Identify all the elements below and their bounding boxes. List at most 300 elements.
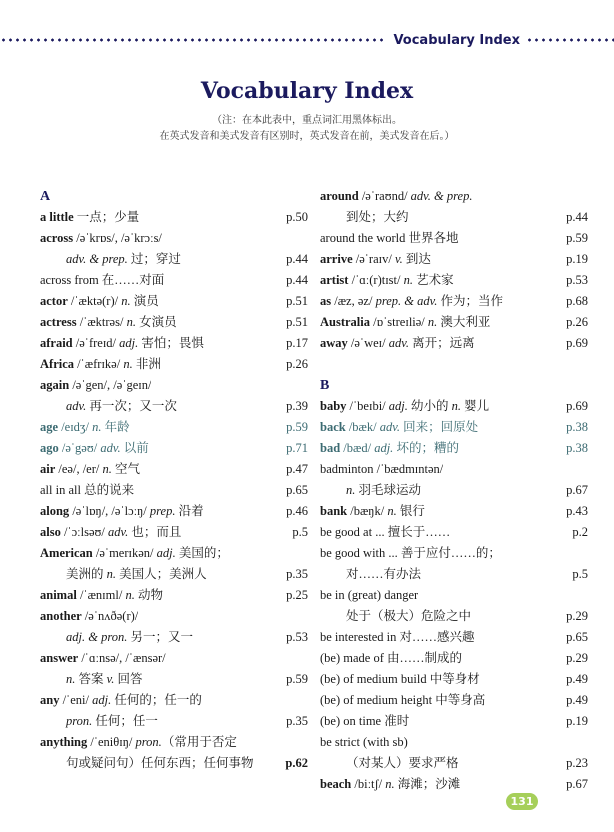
page-reference — [584, 732, 588, 753]
entry-phrase: be in (great) danger — [320, 588, 419, 602]
entry-text — [40, 417, 130, 438]
page-reference: p.35 — [286, 714, 308, 728]
entry-detail: /eɪdʒ/ — [58, 420, 93, 434]
page-reference — [304, 690, 308, 711]
entry-detail: 答案 — [75, 672, 107, 686]
entry-detail: 一点；少量 — [73, 210, 140, 224]
entry-meaning: 动物 — [134, 588, 163, 602]
part-of-speech: adj. & pron. — [66, 630, 128, 644]
part-of-speech: v. — [106, 672, 115, 686]
page-reference: p.5 — [572, 567, 588, 581]
page-reference: p.43 — [566, 504, 588, 518]
index-entry — [320, 711, 588, 732]
index-entry — [320, 459, 588, 480]
page-reference — [584, 186, 588, 207]
page-reference: p.39 — [286, 399, 308, 413]
headword: Africa — [40, 357, 75, 371]
index-entry — [40, 270, 308, 291]
index-entry — [40, 438, 308, 459]
headword: around — [320, 189, 359, 203]
entry-meaning: 害怕；畏惧 — [138, 336, 204, 350]
page-reference: p.67 — [566, 483, 588, 497]
entry-text — [320, 270, 454, 291]
index-entry — [320, 207, 588, 228]
index-entry — [40, 480, 308, 501]
page-reference: p.62 — [285, 756, 308, 770]
entry-text — [40, 648, 166, 669]
page-reference: p.44 — [286, 273, 308, 287]
entry-list-a-left — [40, 207, 308, 774]
page-reference: p.23 — [566, 756, 588, 770]
part-of-speech: n. — [123, 357, 133, 371]
index-entry — [40, 690, 308, 711]
index-entry — [40, 564, 308, 585]
entry-meaning: 离开；远离 — [409, 336, 475, 350]
page-reference: p.47 — [286, 462, 308, 476]
index-entry — [320, 396, 588, 417]
index-entry — [40, 648, 308, 669]
entry-detail: /bæk/ — [345, 420, 380, 434]
entry-detail: /əˈgen/, /əˈgeɪn/ — [69, 378, 152, 392]
part-of-speech: adv. — [379, 420, 400, 434]
index-entry — [40, 396, 308, 417]
headword: again — [40, 378, 70, 392]
entry-text — [40, 249, 181, 270]
page-reference: p.46 — [286, 504, 308, 518]
index-entry — [320, 669, 588, 690]
headword: bad — [320, 441, 341, 455]
entry-phrase: around the world 世界各地 — [320, 231, 459, 245]
entry-text — [320, 522, 450, 543]
entry-text — [320, 564, 421, 585]
entry-text — [320, 753, 459, 774]
index-entry — [320, 606, 588, 627]
headword: animal — [40, 588, 77, 602]
entry-list-a-right — [320, 186, 588, 354]
entry-detail: /ɒˈstreɪliə/ — [370, 315, 428, 329]
part-of-speech: adv. — [66, 399, 87, 413]
headword: ago — [40, 441, 59, 455]
page-reference: p.29 — [566, 609, 588, 623]
entry-detail: /bæd/ — [340, 441, 375, 455]
index-entry — [40, 501, 308, 522]
running-title: Vocabulary Index — [393, 32, 520, 48]
entry-text — [320, 249, 431, 270]
index-entry — [320, 417, 588, 438]
entry-meaning: 幼小的 — [407, 399, 452, 413]
page-reference — [584, 585, 588, 606]
section-letter-b: B — [320, 378, 330, 393]
page-reference: p.17 — [286, 336, 308, 350]
part-of-speech: n. — [92, 420, 102, 434]
headword: also — [40, 525, 61, 539]
entry-meaning: 作为；当作 — [437, 294, 503, 308]
index-entry — [40, 522, 308, 543]
entry-meaning: 艺术家 — [412, 273, 454, 287]
section-letter-a: A — [40, 189, 51, 204]
entry-text — [40, 753, 254, 774]
entry-text — [40, 480, 134, 501]
entry-text — [320, 291, 503, 312]
page-reference: p.44 — [286, 252, 308, 266]
entry-detail: 另一；又一 — [127, 630, 193, 644]
entry-text — [40, 459, 140, 480]
page-reference: p.69 — [566, 336, 588, 350]
headword: afraid — [40, 336, 73, 350]
dotted-rule — [526, 38, 614, 42]
entry-detail: /bæŋk/ — [347, 504, 388, 518]
headword: bank — [320, 504, 348, 518]
entry-meaning: 女演员 — [135, 315, 177, 329]
entry-detail: /ˈbeɪbi/ — [346, 399, 389, 413]
headword: anything — [40, 735, 88, 749]
page-reference: p.19 — [566, 252, 588, 266]
index-entry — [40, 711, 308, 732]
entry-meaning: 美国人；美洲人 — [116, 567, 207, 581]
entry-detail: 再一次；又一次 — [86, 399, 177, 413]
headword: any — [40, 693, 60, 707]
note-line-2: 在英式发音和美式发音有区别时，英式发音在前，美式发音在后。） — [159, 131, 455, 142]
index-entry — [320, 186, 588, 207]
entry-detail: /æz, əz/ — [331, 294, 376, 308]
entry-phrase: be strict (with sb) — [320, 735, 408, 749]
entry-detail: /əˈraʊnd/ — [358, 189, 411, 203]
entry-text — [320, 732, 408, 753]
index-entry — [320, 480, 588, 501]
entry-detail: /əˈgəʊ/ — [58, 441, 101, 455]
index-entry — [320, 732, 588, 753]
entry-detail: /ˈænɪml/ — [76, 588, 126, 602]
index-entry — [320, 690, 588, 711]
part-of-speech: adj. — [119, 336, 139, 350]
index-entry — [40, 333, 308, 354]
page-reference: p.26 — [566, 315, 588, 329]
page-reference: p.67 — [566, 777, 588, 791]
index-entry — [320, 774, 588, 795]
entry-phrase: be good with ... 善于应付……的； — [320, 546, 501, 560]
dotted-rule — [0, 38, 387, 42]
entry-detail: /ˈæfrɪkə/ — [74, 357, 124, 371]
right-column — [320, 186, 588, 795]
entry-meaning: 银行 — [396, 504, 425, 518]
entry-phrase: (be) of medium build 中等身材 — [320, 672, 480, 686]
page-reference: p.49 — [566, 672, 588, 686]
entry-meaning: 美国的； — [175, 546, 229, 560]
headword: across — [40, 231, 74, 245]
entry-phrase: be good at ... 擅长于…… — [320, 525, 451, 539]
entry-detail: /əˈraɪv/ — [352, 252, 395, 266]
index-entry — [40, 249, 308, 270]
part-of-speech: pron. — [66, 714, 93, 728]
headword: actor — [40, 294, 68, 308]
page-reference: p.5 — [292, 525, 308, 539]
index-entry — [40, 753, 308, 774]
entry-detail: /əˈmerɪkən/ — [92, 546, 157, 560]
entry-text — [320, 648, 462, 669]
part-of-speech: n. — [403, 273, 413, 287]
entry-text — [320, 627, 475, 648]
page-reference: p.65 — [566, 630, 588, 644]
page-reference: p.26 — [286, 357, 308, 371]
entry-text — [40, 354, 161, 375]
part-of-speech: prep. & adv. — [375, 294, 438, 308]
entry-detail: 过；穿过 — [127, 252, 181, 266]
part-of-speech: pron. — [135, 735, 162, 749]
entry-meaning: 演员 — [130, 294, 159, 308]
entry-phrase: across from 在……对面 — [40, 273, 165, 287]
page-title: Vocabulary Index — [200, 78, 414, 104]
entry-phrase: be interested in 对……感兴趣 — [320, 630, 475, 644]
entry-text — [40, 291, 159, 312]
index-entry — [40, 606, 308, 627]
page-reference: p.38 — [566, 420, 588, 434]
headword: away — [320, 336, 348, 350]
page-reference: p.2 — [572, 525, 588, 539]
running-header — [0, 30, 614, 50]
page-reference: p.44 — [566, 210, 588, 224]
page-reference — [584, 459, 588, 480]
headword: age — [40, 420, 59, 434]
headword: American — [40, 546, 93, 560]
index-entry — [320, 648, 588, 669]
part-of-speech: adj. — [92, 693, 112, 707]
entry-phrase: badminton /ˈbædmɪntən/ — [320, 462, 444, 476]
entry-detail: /əˈweɪ/ — [347, 336, 389, 350]
entry-phrase: (be) on time 准时 — [320, 714, 410, 728]
entry-meaning: 沿着 — [175, 504, 204, 518]
page-reference: p.51 — [286, 294, 308, 308]
entry-meaning: 海滩；沙滩 — [394, 777, 461, 791]
page-reference: p.59 — [566, 231, 588, 245]
entry-detail: /ˈæktə(r)/ — [67, 294, 122, 308]
entry-meaning: 以前 — [120, 441, 149, 455]
page-reference — [304, 732, 308, 753]
index-entry — [320, 312, 588, 333]
index-entry — [320, 291, 588, 312]
index-entry — [40, 228, 308, 249]
entry-detail: 对……有办法 — [346, 567, 422, 581]
headword: beach — [320, 777, 352, 791]
page-reference: p.69 — [566, 399, 588, 413]
headword: along — [40, 504, 70, 518]
entry-text — [40, 627, 193, 648]
entry-text — [320, 501, 425, 522]
index-entry — [320, 543, 588, 564]
part-of-speech: n. — [427, 315, 438, 329]
entry-text — [40, 522, 181, 543]
entry-meaning: 澳大利亚 — [437, 315, 491, 329]
entry-meaning: 空气 — [111, 462, 140, 476]
index-entry — [40, 312, 308, 333]
entry-text — [40, 375, 151, 396]
entry-meaning: 回答 — [114, 672, 143, 686]
entry-text — [40, 438, 149, 459]
entry-detail: 任何；任一 — [92, 714, 158, 728]
entry-meaning: 到达 — [402, 252, 431, 266]
note-line-1: （注：在本此表中，重点词汇用黑体标出。 — [212, 115, 402, 126]
entry-text — [320, 669, 480, 690]
page-reference: p.53 — [566, 273, 588, 287]
part-of-speech: n. — [125, 588, 135, 602]
page-reference: p.49 — [566, 693, 588, 707]
part-of-speech: n. — [106, 567, 117, 581]
headword: artist — [320, 273, 349, 287]
part-of-speech: n. — [102, 462, 112, 476]
entry-phrase: all in all 总的说来 — [40, 483, 135, 497]
page-reference: p.29 — [566, 651, 588, 665]
entry-text — [40, 333, 204, 354]
index-entry — [320, 333, 588, 354]
entry-text — [320, 606, 471, 627]
entry-detail: /ˈeniθɪŋ/ — [87, 735, 136, 749]
index-entry — [40, 207, 308, 228]
entry-text — [320, 774, 460, 795]
entry-list-b — [320, 396, 588, 795]
headword: baby — [320, 399, 347, 413]
page-reference: p.19 — [566, 714, 588, 728]
entry-detail: /ˈɑːnsə/, /ˈænsər/ — [78, 651, 166, 665]
entry-text — [320, 585, 418, 606]
index-entry — [40, 291, 308, 312]
page-reference — [304, 375, 308, 396]
entry-phrase: (be) of medium height 中等身高 — [320, 693, 486, 707]
headword: arrive — [320, 252, 353, 266]
entry-text — [320, 186, 472, 207]
page-reference: p.38 — [566, 441, 588, 455]
page-number-badge: 131 — [506, 793, 538, 810]
part-of-speech: n. — [121, 294, 131, 308]
part-of-speech: n. — [385, 777, 395, 791]
entry-text — [40, 270, 164, 291]
part-of-speech: n. — [66, 672, 76, 686]
headword: another — [40, 609, 82, 623]
entry-meaning: 回来；回原处 — [400, 420, 479, 434]
index-entry — [40, 627, 308, 648]
page-reference: p.35 — [286, 567, 308, 581]
entry-text — [320, 396, 489, 417]
entry-meaning: （常用于否定 — [161, 735, 237, 749]
entry-text — [320, 690, 485, 711]
entry-text — [40, 606, 138, 627]
entry-detail: /əˈnʌðə(r)/ — [81, 609, 139, 623]
entry-meaning: 也；而且 — [128, 525, 182, 539]
headword: as — [320, 294, 332, 308]
entry-text — [320, 228, 459, 249]
index-entry — [320, 627, 588, 648]
entry-detail: /ˈɔːlsəʊ/ — [60, 525, 108, 539]
part-of-speech: v. — [394, 252, 403, 266]
index-entry — [40, 732, 308, 753]
index-entry — [40, 459, 308, 480]
entry-meaning: 年龄 — [101, 420, 130, 434]
index-entry — [40, 669, 308, 690]
entry-text — [40, 228, 162, 249]
headword: actress — [40, 315, 77, 329]
entry-meaning: 婴儿 — [461, 399, 490, 413]
part-of-speech: adj. — [156, 546, 176, 560]
page-reference: p.53 — [286, 630, 308, 644]
index-note — [0, 113, 614, 145]
page-reference — [584, 543, 588, 564]
entry-text — [40, 585, 163, 606]
part-of-speech: adv. — [388, 336, 409, 350]
page-reference: p.25 — [286, 588, 308, 602]
headword: answer — [40, 651, 79, 665]
part-of-speech: prep. — [149, 504, 176, 518]
part-of-speech: adv. — [100, 441, 121, 455]
index-entry — [320, 270, 588, 291]
entry-text — [320, 417, 478, 438]
entry-text — [40, 669, 143, 690]
index-entry — [320, 249, 588, 270]
page-reference: p.68 — [566, 294, 588, 308]
entry-meaning: 非洲 — [132, 357, 161, 371]
page-reference: p.59 — [286, 420, 308, 434]
page-reference: p.51 — [286, 315, 308, 329]
part-of-speech: n. — [126, 315, 136, 329]
entry-detail: （对某人）要求严格 — [346, 756, 459, 770]
part-of-speech: n. — [387, 504, 397, 518]
part-of-speech: n. — [346, 483, 356, 497]
part-of-speech: adj. — [374, 441, 394, 455]
entry-detail: /biːtʃ/ — [351, 777, 386, 791]
index-entry — [320, 585, 588, 606]
page-reference — [304, 228, 308, 249]
index-entry — [320, 522, 588, 543]
entry-phrase: (be) made of 由……制成的 — [320, 651, 462, 665]
part-of-speech: n. — [451, 399, 462, 413]
left-column — [40, 186, 308, 774]
entry-text — [320, 543, 501, 564]
part-of-speech: adv. & prep. — [410, 189, 473, 203]
index-entry — [40, 543, 308, 564]
page-reference — [304, 543, 308, 564]
entry-text — [320, 438, 459, 459]
part-of-speech: adj. — [388, 399, 408, 413]
page-reference — [304, 648, 308, 669]
headword: air — [40, 462, 56, 476]
entry-meaning: 坏的；糟的 — [393, 441, 459, 455]
entry-detail: /ˈɑː(r)tɪst/ — [348, 273, 404, 287]
entry-detail: /əˈkrɒs/, /əˈkrɔːs/ — [73, 231, 162, 245]
headword: back — [320, 420, 346, 434]
entry-text — [40, 396, 177, 417]
index-entry — [40, 354, 308, 375]
entry-detail: 处于（极大）危险之中 — [346, 609, 472, 623]
entry-text — [40, 711, 158, 732]
entry-text — [40, 543, 229, 564]
entry-detail: /ˈæktrəs/ — [76, 315, 127, 329]
entry-detail: 羽毛球运动 — [355, 483, 422, 497]
entry-detail: 美洲的 — [66, 567, 107, 581]
headword: a little — [40, 210, 74, 224]
part-of-speech: adv. & prep. — [66, 252, 128, 266]
entry-text — [40, 690, 202, 711]
entry-text — [40, 312, 177, 333]
entry-text — [320, 711, 409, 732]
entry-text — [320, 312, 490, 333]
index-entry — [320, 564, 588, 585]
entry-text — [40, 564, 207, 585]
entry-text — [320, 207, 409, 228]
index-entry — [320, 438, 588, 459]
page-reference: p.71 — [286, 441, 308, 455]
entry-detail: 句或疑问句）任何东西；任何事物 — [66, 756, 254, 770]
entry-detail: 到处；大约 — [346, 210, 409, 224]
index-entry — [40, 417, 308, 438]
entry-detail: /ˈeni/ — [59, 693, 93, 707]
entry-text — [40, 732, 237, 753]
